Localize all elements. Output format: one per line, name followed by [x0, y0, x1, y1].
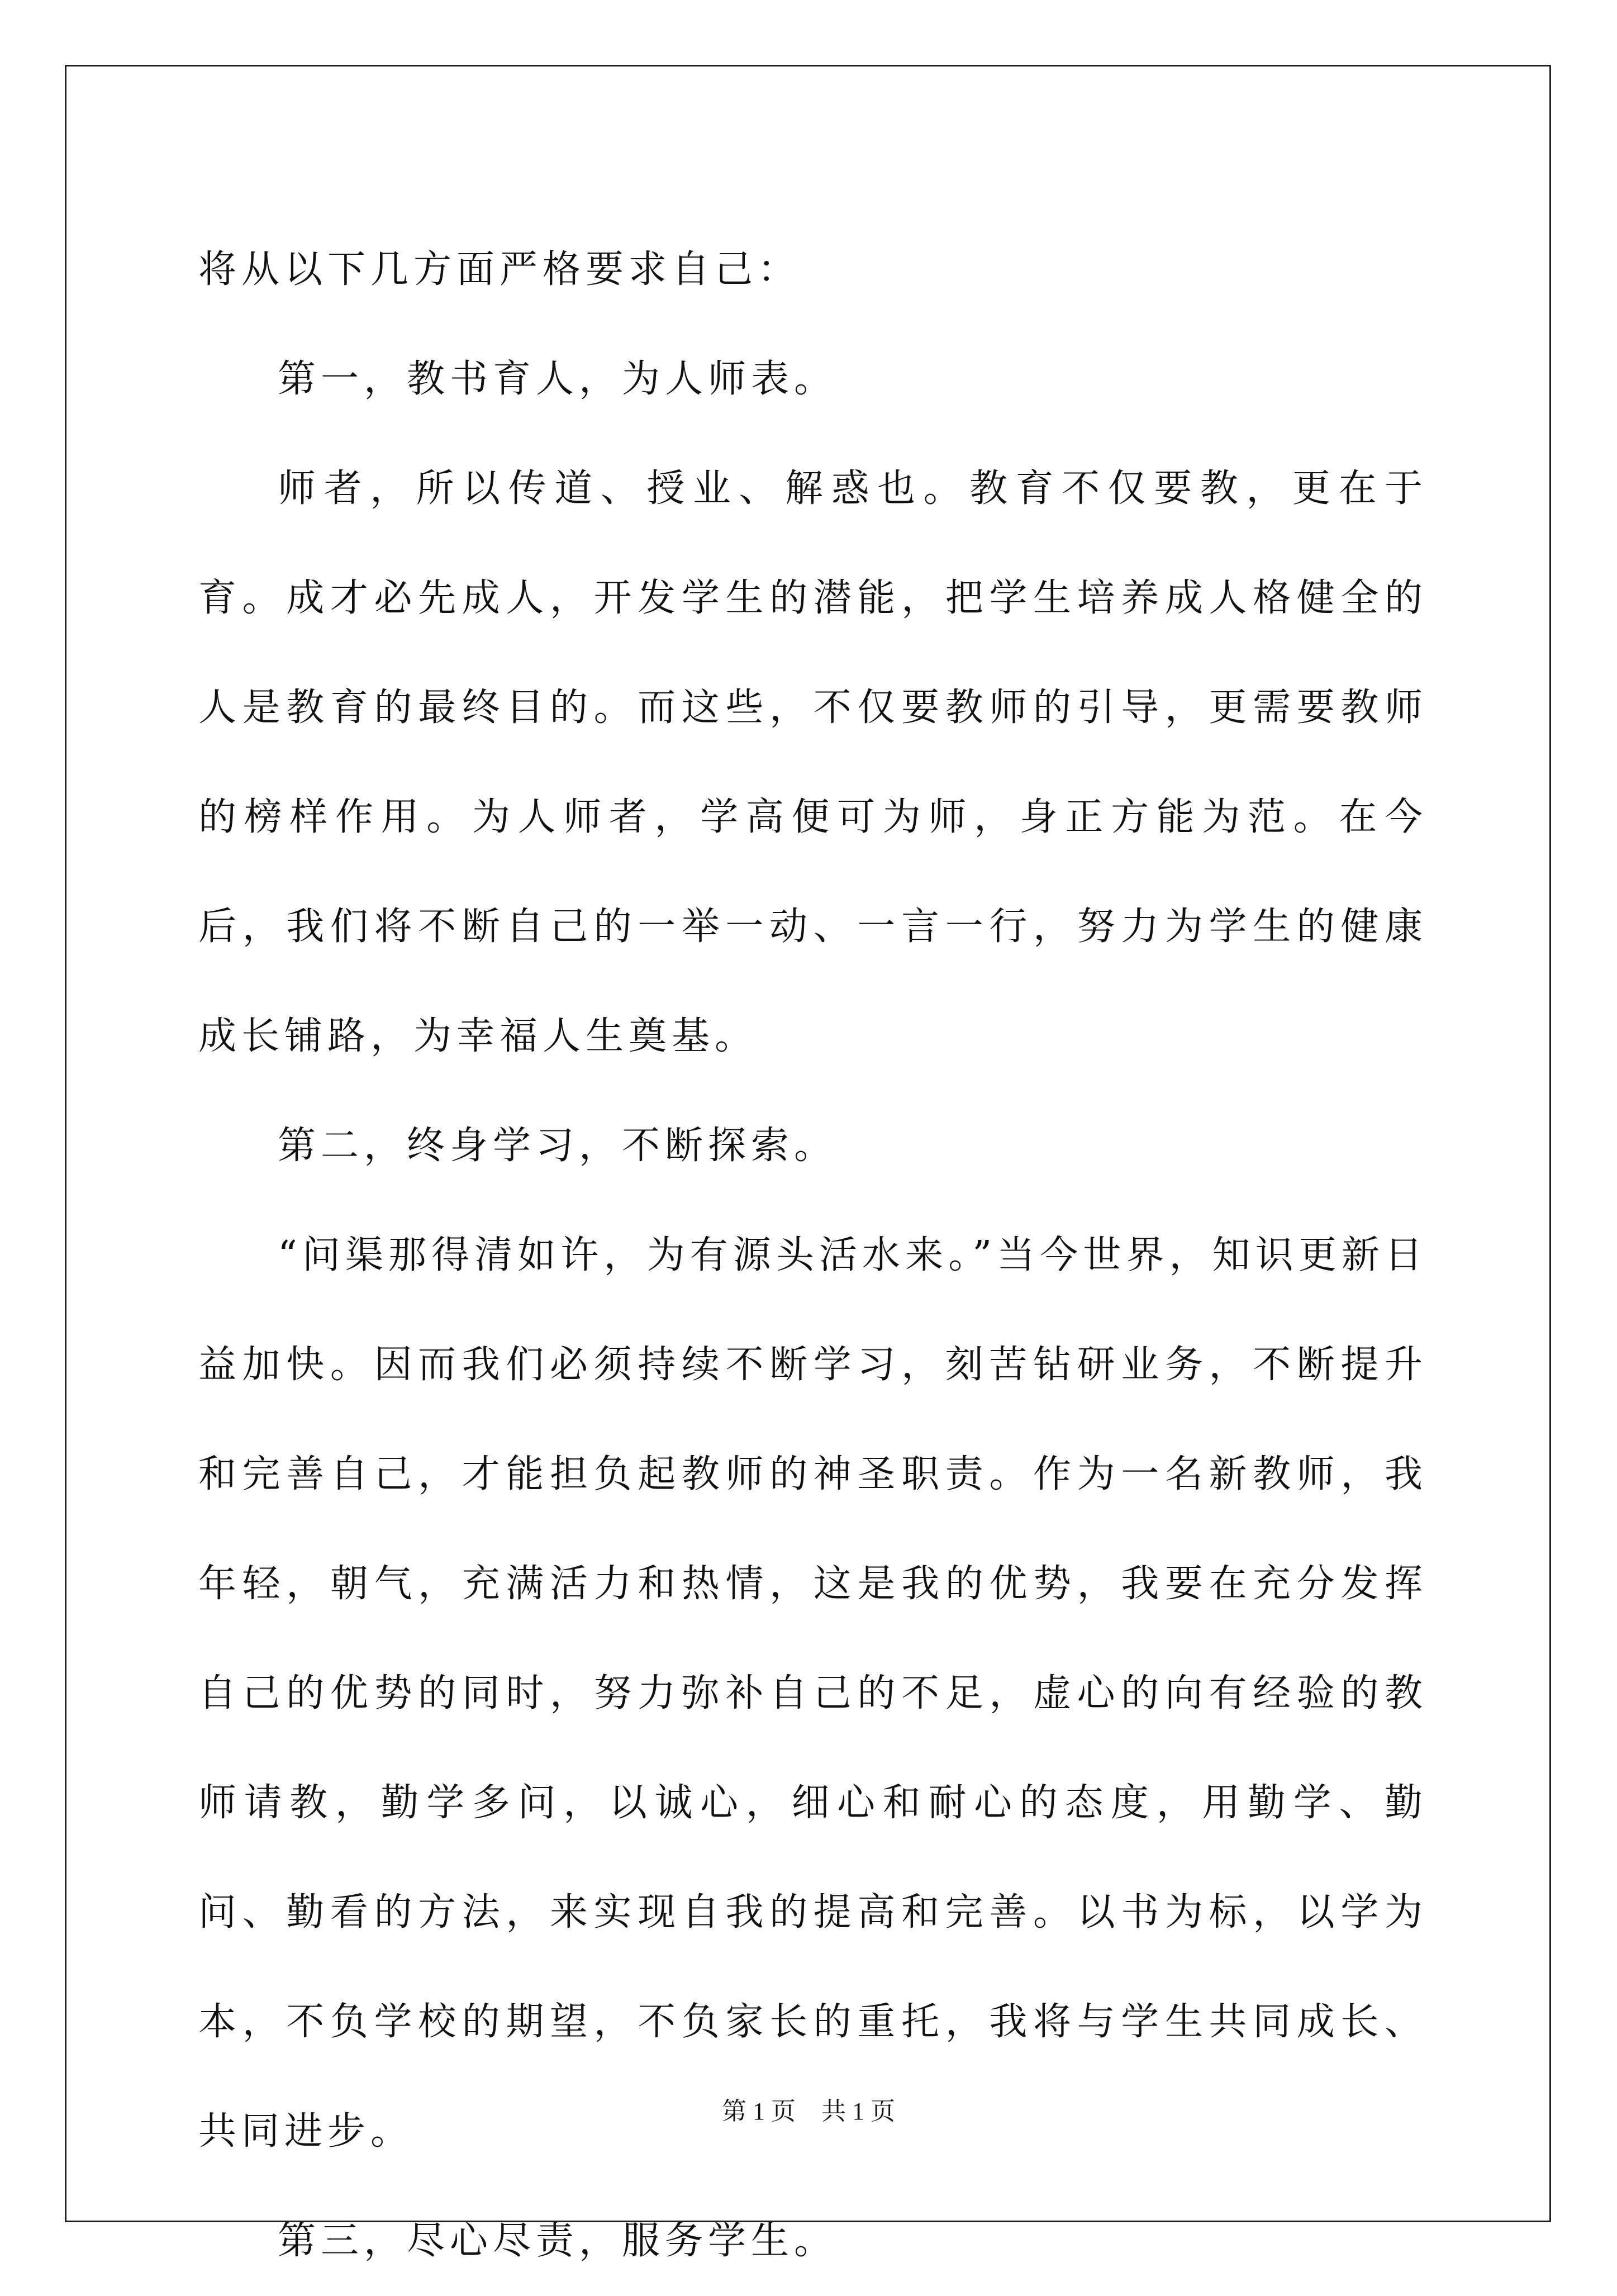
heading-point-two: 第二，终身学习，不断探索。	[278, 1124, 838, 1168]
paragraph-point-two: “问渠那得清如许，为有源头活水来。”当今世界，知识更新日益加快。因而我们必须持续不断学习，刻苦钻研业务，不断提升和完善自己，才能担负起教师的神圣职责。作为一名新教师，我年轻，朝气，充满活力和热情，这是我的优势，我要在充分发挥自己的优势的同时，努力弥补自己的不足，虚心的向有经验的教师请教，勤学多问，以诚心，细心和耐心的态度，用勤学、勤问、勤看的方法，来实现自我的提高和完善。以书为标，以学为本，不负学校的期望，不负家长的重托，我将与学生共同成长、共同进步。	[198, 1233, 1428, 2154]
paragraph-intro: 将从以下几方面严格要求自己：	[198, 248, 801, 292]
heading-point-one: 第一，教书育人，为人师表。	[278, 357, 838, 401]
heading-point-three: 第三，尽心尽责，服务学生。	[278, 2219, 838, 2263]
page-number: 第 1 页	[722, 2098, 796, 2125]
document-body	[198, 215, 1428, 2296]
page-footer	[0, 2091, 1617, 2127]
page-total: 共 1 页	[821, 2098, 895, 2125]
paragraph-point-one: 师者，所以传道、授业、解惑也。教育不仅要教，更在于育。成才必先成人，开发学生的潜能，把学生培养成人格健全的人是教育的最终目的。而这些，不仅要教师的引导，更需要教师的榜样作用。为人师者，学高便可为师，身正方能为范。在今后，我们将不断自己的一举一动、一言一行，努力为学生的健康成长铺路，为幸福人生奠基。	[198, 467, 1428, 1058]
